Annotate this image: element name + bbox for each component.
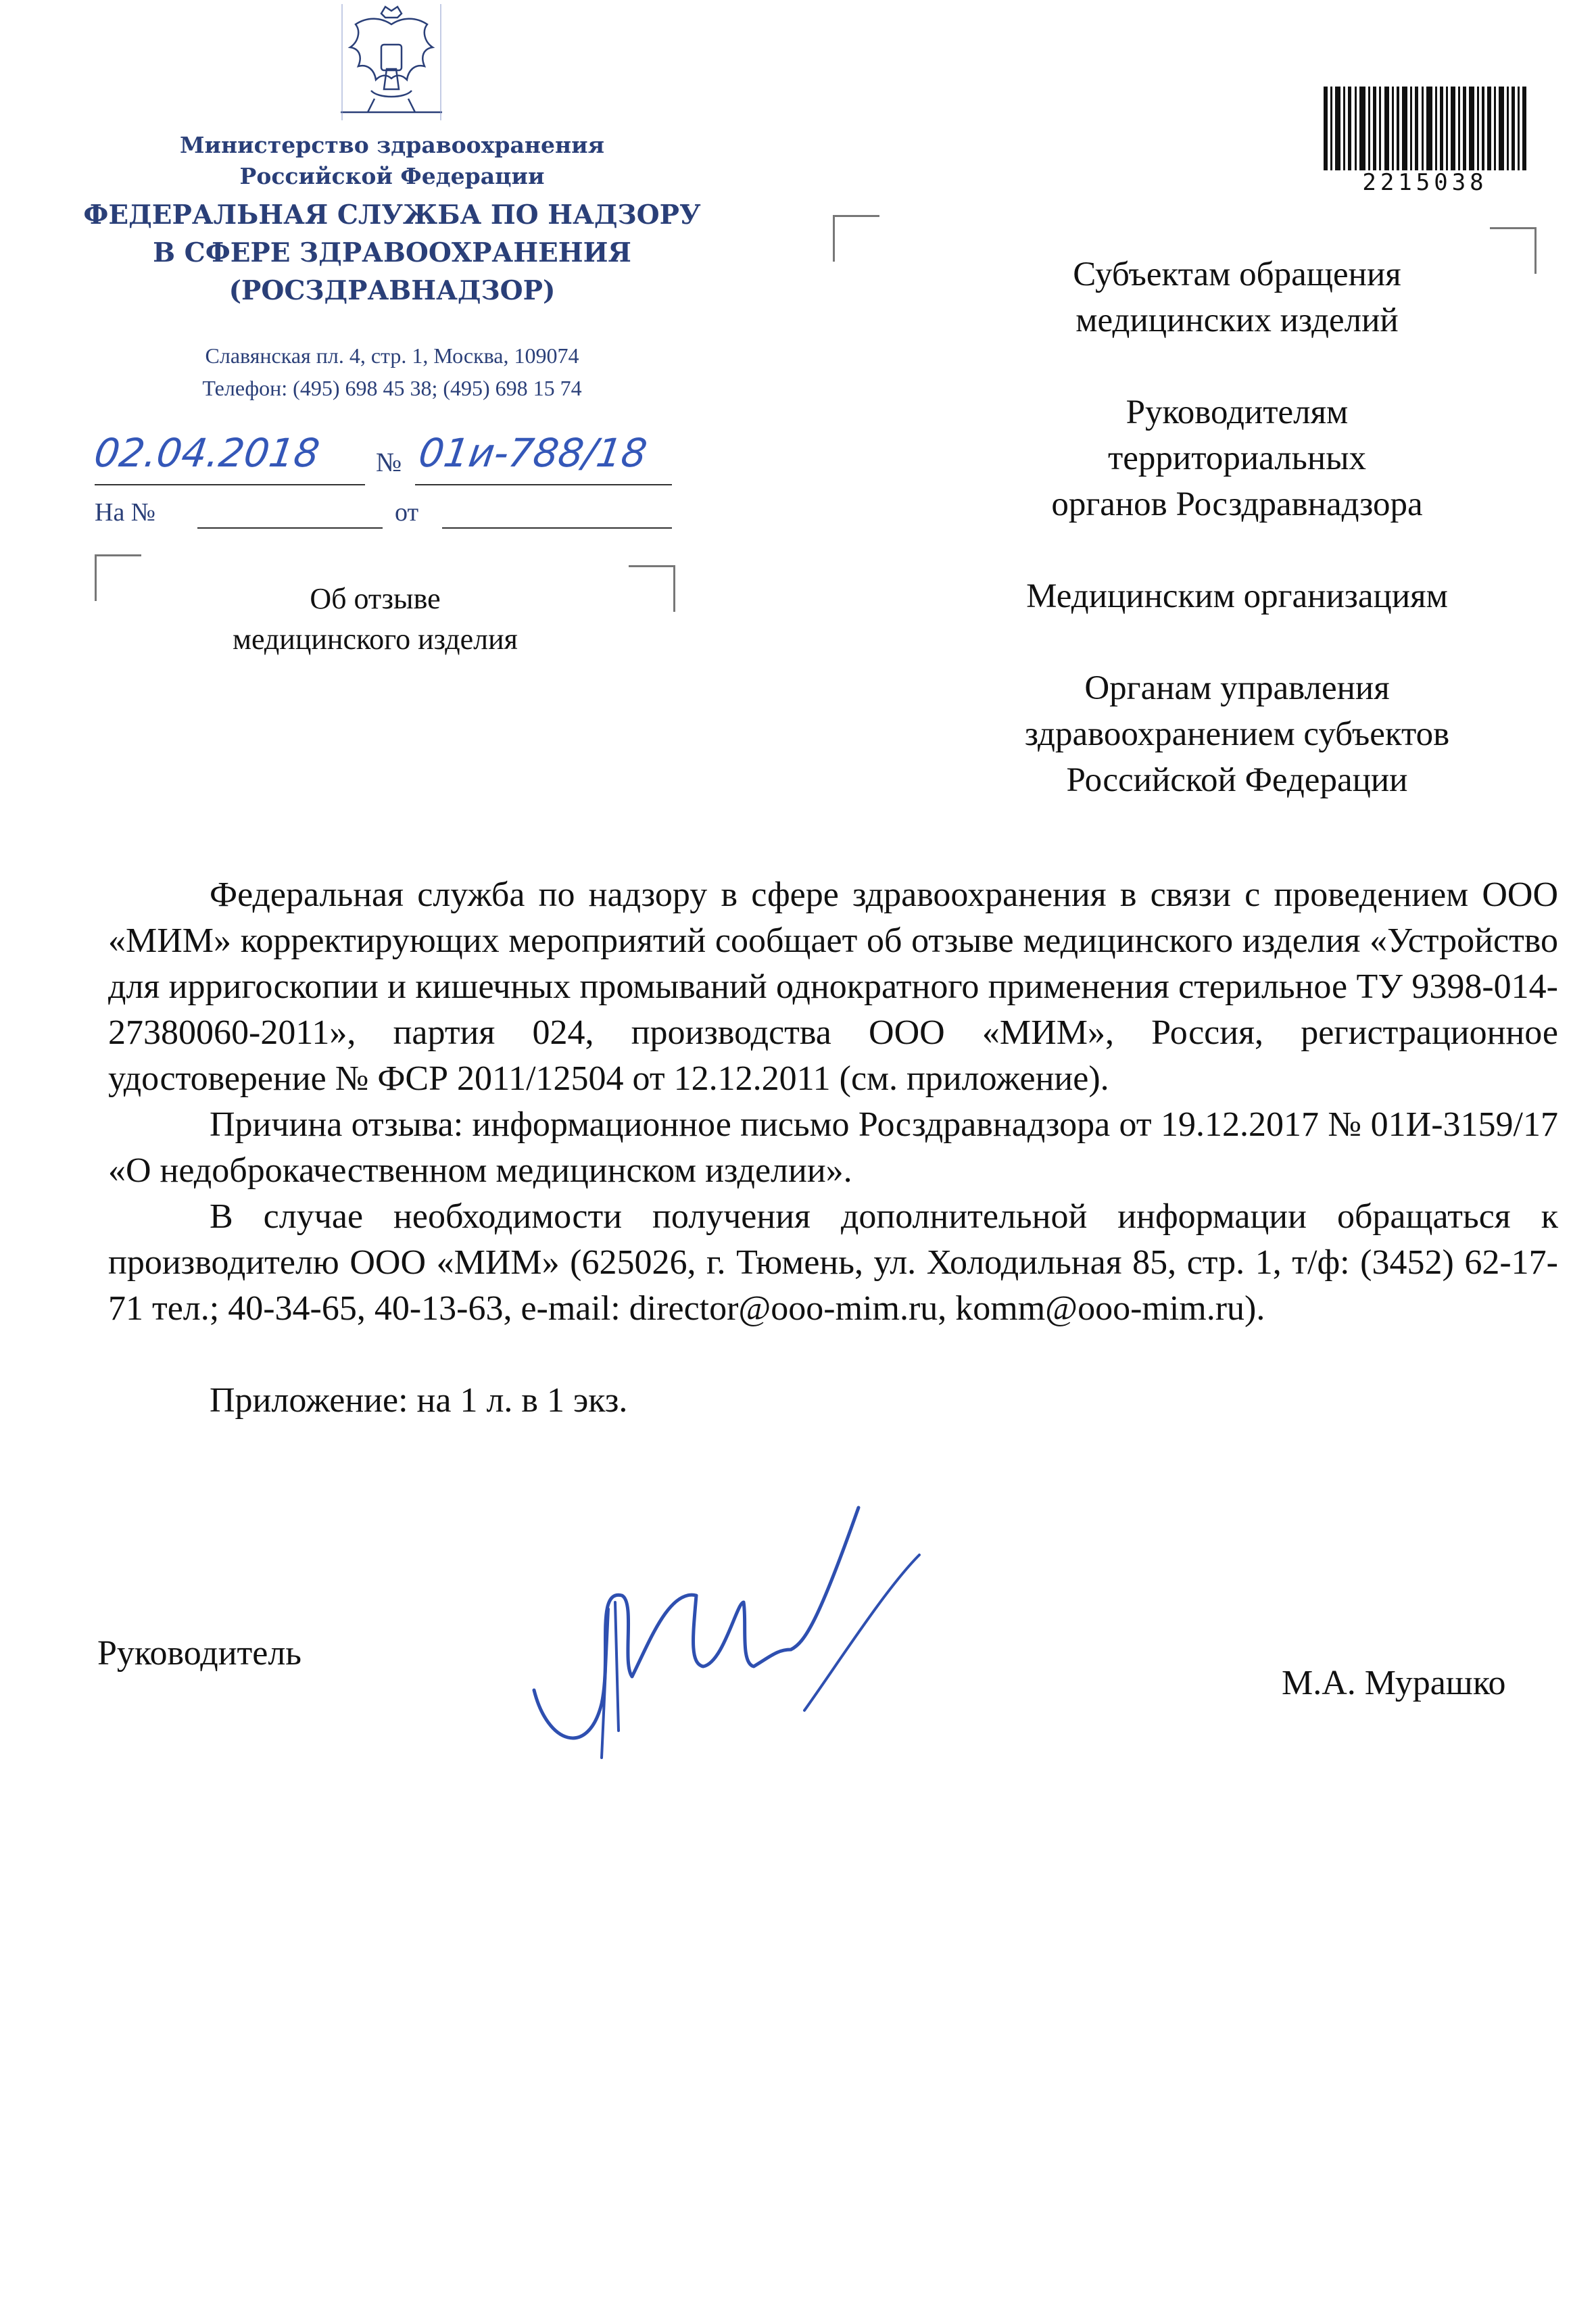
recipient-corner-left <box>833 215 879 262</box>
recipient-line: медицинских изделий <box>1075 302 1399 339</box>
registration-date-line <box>95 484 365 485</box>
recipient-group-4 <box>933 665 1541 803</box>
subject <box>155 579 595 660</box>
reply-number-line <box>197 527 383 529</box>
recipient-line: Российской Федерации <box>1066 761 1408 799</box>
letter-body <box>108 872 1558 1424</box>
subject-corner-right <box>629 565 675 612</box>
ministry-name <box>108 130 676 192</box>
coat-of-arms-icon <box>341 4 442 120</box>
body-paragraph-2: Причина отзыва: информационное письмо Росздравнадзора от 19.12.2017 № 01И-3159/17 «О недоброкачественном медицинском изделии». <box>108 1105 1558 1190</box>
registration-number-line <box>415 484 672 485</box>
subject-line-1: Об отзыве <box>310 582 441 615</box>
service-line-1: ФЕДЕРАЛЬНАЯ СЛУЖБА ПО НАДЗОРУ <box>83 199 701 231</box>
barcode-number: 2215038 <box>1362 169 1488 196</box>
service-line-3: (РОСЗДРАВНАДЗОР) <box>228 275 556 306</box>
recipient-group-2 <box>933 389 1541 527</box>
phone-line: Телефон: (495) 698 45 38; (495) 698 15 74 <box>202 376 582 400</box>
recipient-line: Руководителям <box>1126 393 1349 431</box>
service-name <box>68 196 717 310</box>
recipient-line: органов Росздравнадзора <box>1051 485 1423 523</box>
attachment-note: Приложение: на 1 л. в 1 экз. <box>210 1381 628 1420</box>
signatory-name: М.А. Мурашко <box>1282 1664 1506 1702</box>
ministry-line-1: Министерство здравоохранения <box>180 132 604 158</box>
recipient-line: Медицинским организациям <box>1026 577 1448 615</box>
signatory-title: Руководитель <box>97 1634 301 1673</box>
recipient-line: Субъектам обращения <box>1073 256 1401 293</box>
recipient-line: Органам управления <box>1084 669 1390 707</box>
signature-icon <box>521 1487 926 1771</box>
recipient-line: территориальных <box>1108 439 1366 477</box>
body-paragraph-3: В случае необходимости получения дополнительной информации обращаться к производителю ООО «МИМ» (625026, г. Тюмень, ул. Холодильная 85, стр. 1, т/ф: (3452) 62-17-71 тел.; 40-34-65, 40-13-63, e-mail: director@ooo-mim.ru, komm@ooo-mim.ru). <box>108 1197 1558 1328</box>
reply-from-line <box>442 527 672 529</box>
recipient-group-3 <box>933 573 1541 619</box>
recipient-group-1 <box>933 251 1541 343</box>
registration-number-label: № <box>376 447 402 477</box>
subject-corner-left <box>95 554 141 601</box>
address-line: Славянская пл. 4, стр. 1, Москва, 109074 <box>205 343 579 368</box>
reply-from-label: от <box>395 498 419 527</box>
barcode-icon <box>1324 87 1526 170</box>
subject-line-2: медицинского изделия <box>233 623 518 656</box>
recipient-line: здравоохранением субъектов <box>1024 715 1450 753</box>
ministry-line-2: Российской Федерации <box>239 163 545 189</box>
registration-date: 02.04.2018 <box>91 430 322 476</box>
recipients <box>933 251 1541 849</box>
registration-number: 01и-788/18 <box>416 430 650 476</box>
reply-number-label: На № <box>95 498 156 527</box>
service-line-2: В СФЕРЕ ЗДРАВООХРАНЕНИЯ <box>153 237 631 268</box>
body-paragraph-1: Федеральная служба по надзору в сфере здравоохранения в связи с проведением ООО «МИМ» корректирующих мероприятий сообщает об отзыве медицинского изделия «Устройство для ирригоскопии и кишечных промываний однократного применения стерильное ТУ 9398-014-27380060-2011», партия 024, производства ООО «МИМ», Россия, регистрационное удостоверение № ФСР 2011/12504 от 12.12.2011 (см. приложение). <box>108 875 1558 1098</box>
address-block <box>95 339 690 404</box>
